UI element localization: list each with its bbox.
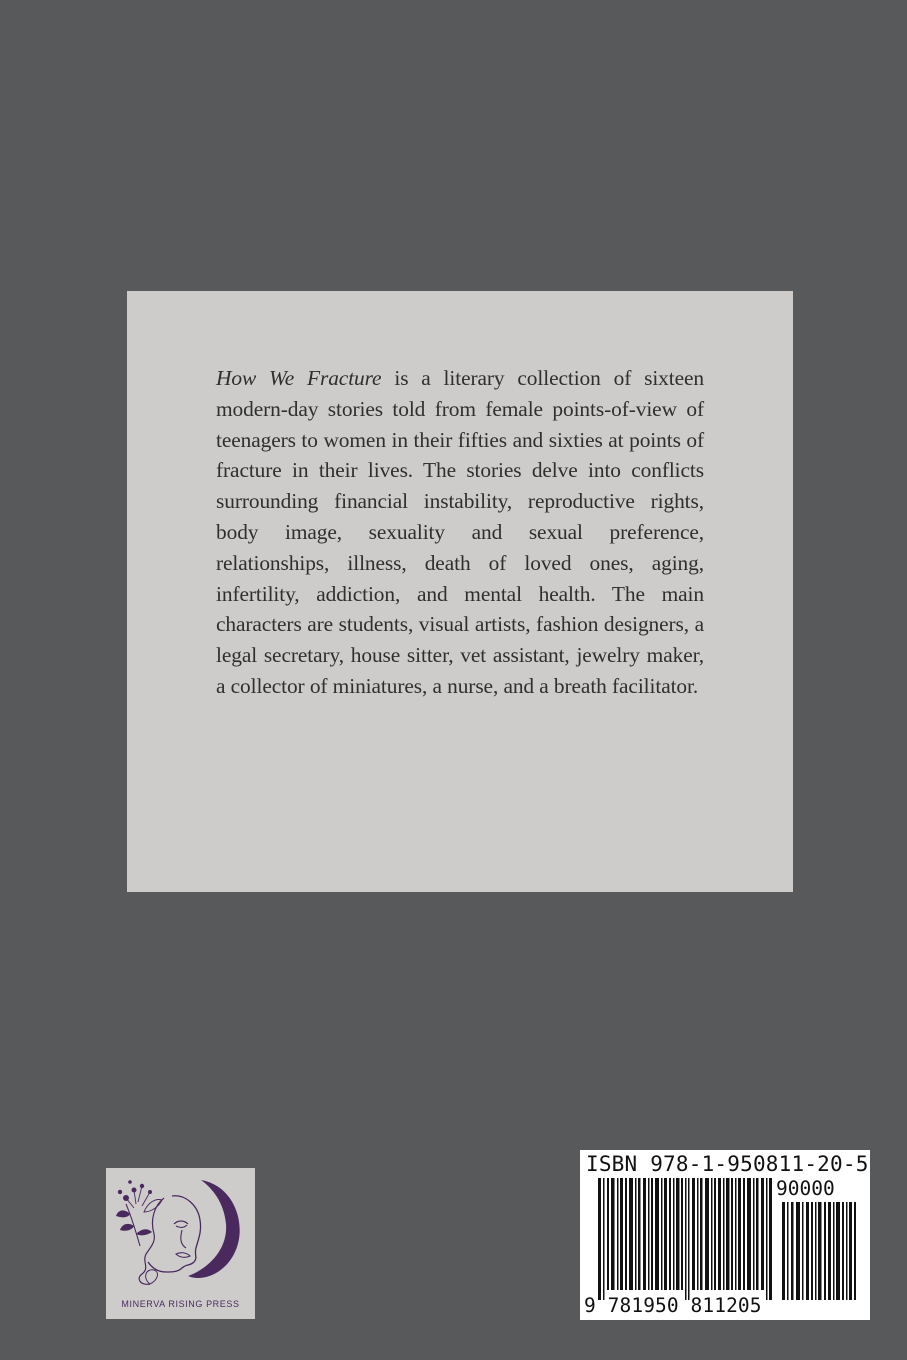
publisher-logo <box>106 1168 255 1319</box>
book-title: How We Fracture <box>216 366 382 390</box>
face-moon-flower-line-art-icon <box>106 1168 255 1298</box>
blurb-body: is a literary collection of sixteen modern-day stories told from female points-of-view of teenagers to women in their fifties and sixties at points of fracture in their lives. The stories delve into conflicts surrounding financial instability, reproductive rights, body image, sexuality and sexual preference, relationships, illness, death of loved ones, aging, infertility, addiction, and mental health. The main characters are students, visual artists, fashion designers, a legal secretary, house sitter, vet assistant, jewelry maker, a collector of miniatures, a nurse, and a breath facilitator. <box>216 366 704 698</box>
isbn-barcode <box>580 1150 870 1320</box>
ean-digits: 9 781950 811205 <box>584 1294 762 1317</box>
isbn-addon: 90000 <box>776 1177 835 1200</box>
isbn-number: ISBN 978-1-950811-20-5 <box>586 1152 869 1176</box>
blurb-panel <box>127 291 793 892</box>
blurb-text <box>216 363 704 702</box>
publisher-name: MINERVA RISING PRESS <box>121 1299 240 1309</box>
